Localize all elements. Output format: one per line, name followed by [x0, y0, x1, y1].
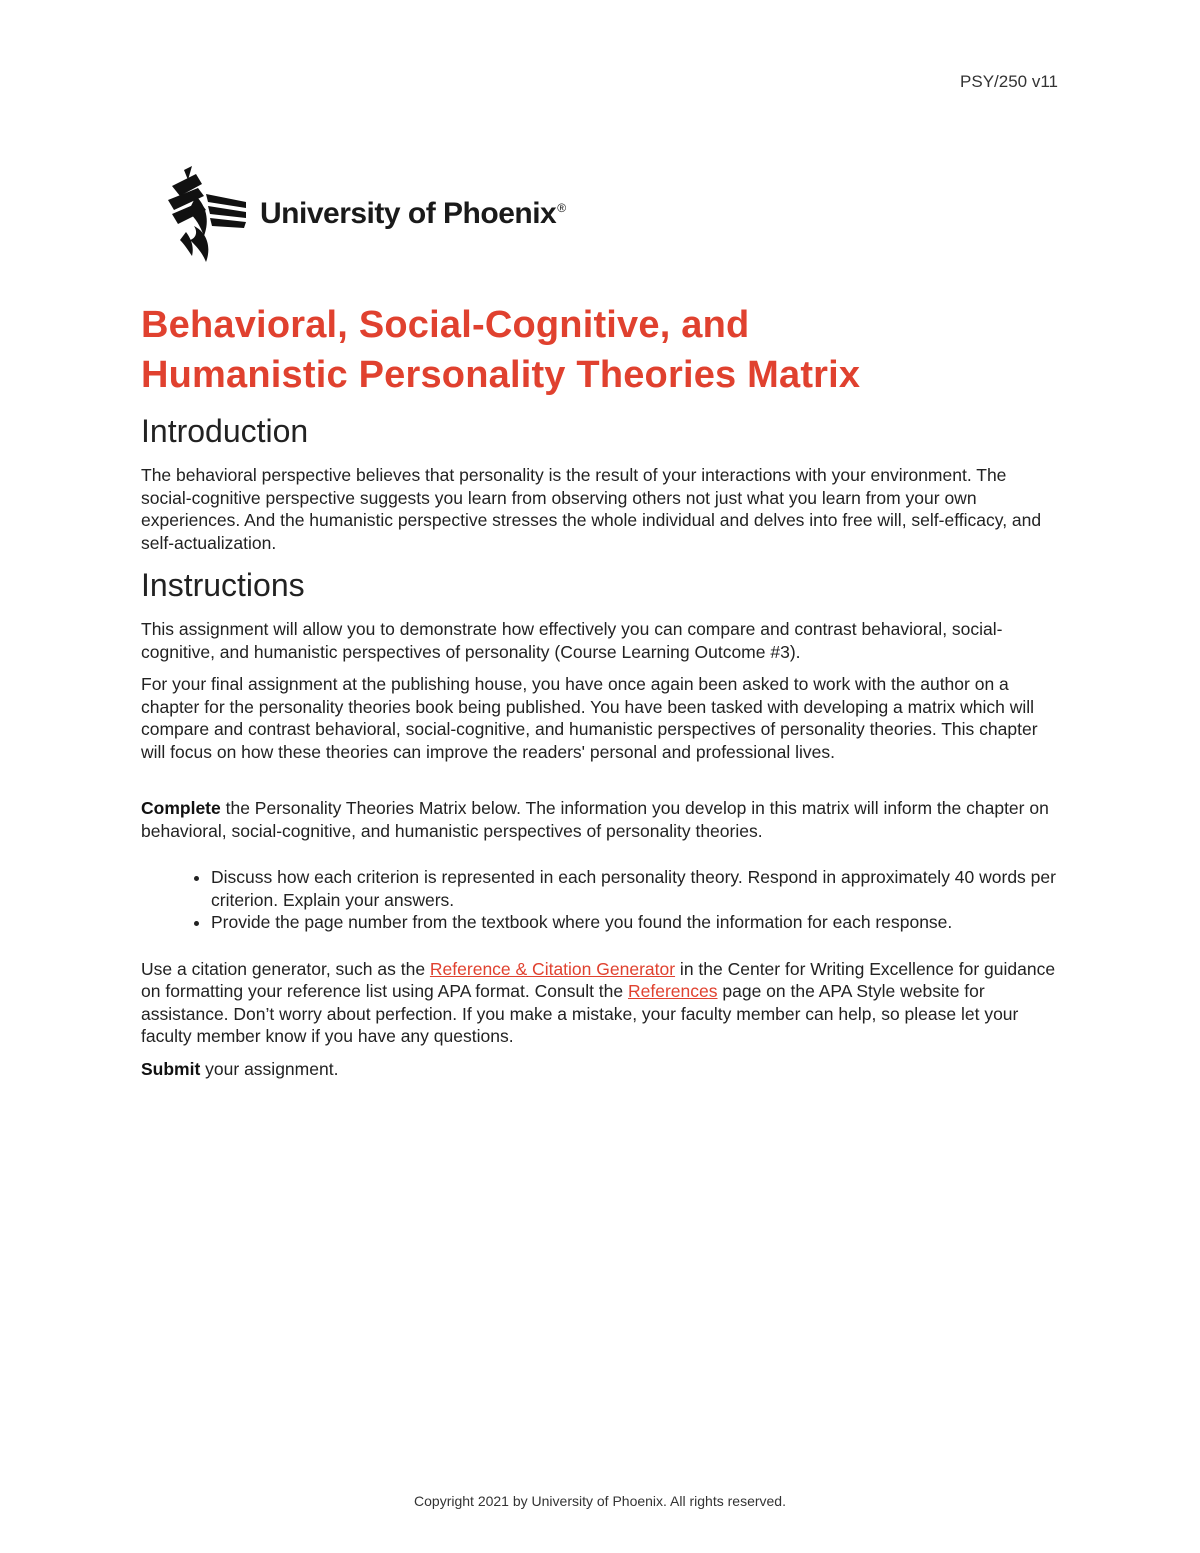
citation-text-pre: Use a citation generator, such as the — [141, 958, 430, 979]
logo-name: University of Phoenix — [260, 197, 557, 230]
university-logo — [166, 166, 566, 262]
complete-text: the Personality Theories Matrix below. The information you develop in this matrix will inform the chapter on behavioral, social-cognitive, and humanistic perspectives of personality theories. — [141, 798, 1049, 841]
references-link[interactable]: References — [628, 981, 718, 1001]
phoenix-bird-icon — [166, 166, 248, 262]
citation-paragraph — [141, 958, 1061, 1048]
instructions-paragraph-1: This assignment will allow you to demonstrate how effectively you can compare and contrast behavioral, social-cognitive, and humanistic perspectives of personality (Course Learning Outcome #3). — [141, 619, 1003, 662]
document-body — [141, 300, 1061, 1090]
registered-mark: ® — [557, 201, 566, 215]
document-title — [141, 300, 1061, 400]
complete-bold: Complete — [141, 798, 221, 818]
bullet-list — [141, 866, 1061, 934]
instructions-paragraph-2: For your final assignment at the publishing house, you have once again been asked to work with the author on a chapter for the personality theories book being published. You have been tasked with developing a matrix which will compare and contrast behavioral, social-cognitive, and humanistic perspectives of personality theories. This chapter will focus on how these theories can improve the readers' personal and professional lives. — [141, 674, 1038, 762]
title-line-1: Behavioral, Social-Cognitive, and — [141, 304, 750, 346]
submit-text: your assignment. — [200, 1058, 339, 1079]
reference-citation-generator-link[interactable]: Reference & Citation Generator — [429, 958, 676, 979]
complete-paragraph — [141, 797, 1061, 842]
list-item: • Discuss how each criterion is represented in each personality theory. Respond in approximately 40 words per criterion. Explain your answers. — [211, 866, 1061, 911]
copyright-footer: Copyright 2021 by University of Phoenix. All rights reserved. — [414, 1493, 786, 1509]
citation-text-post: page on the APA Style website for assistance. Don’t worry about perfection. If you make a mistake, your faculty member can help, so please let your faculty member know if you have any questions. — [141, 981, 1019, 1046]
introduction-paragraph: The behavioral perspective believes that personality is the result of your interactions with your environment. The social-cognitive perspective suggests you learn from observing others not just what you learn from your own experiences. And the humanistic perspective stresses the whole individual and delves into free will, self-efficacy, and self-actualization. — [141, 465, 1042, 553]
logo-wordmark — [260, 197, 566, 231]
citation-text-mid: in the Center for Writing Excellence for guidance on formatting your reference list using APA format. Consult the — [141, 958, 1056, 1001]
submit-paragraph — [141, 1058, 1061, 1081]
submit-bold: Submit — [141, 1058, 201, 1079]
title-line-2: Humanistic Personality Theories Matrix — [141, 354, 861, 396]
list-item: • Provide the page number from the textbook where you found the information for each response. — [211, 911, 1061, 934]
spacer — [141, 773, 1061, 797]
course-code: PSY/250 v11 — [960, 72, 1058, 91]
instructions-heading: Instructions — [141, 567, 305, 603]
introduction-heading: Introduction — [141, 413, 309, 449]
